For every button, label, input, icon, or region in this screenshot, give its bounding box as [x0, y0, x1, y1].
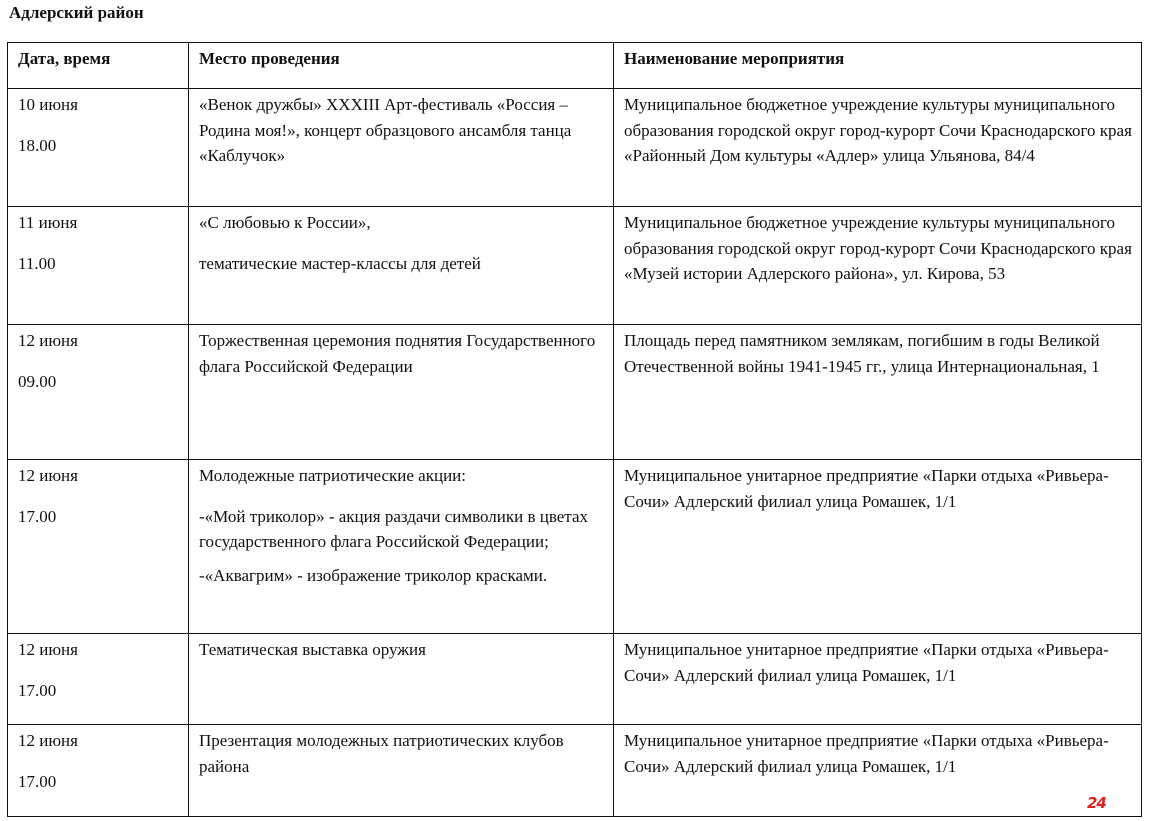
place-text: Презентация молодежных патриотических клубов района: [199, 731, 564, 776]
event-time: 17.00: [18, 680, 57, 700]
event-time: 17.00: [18, 506, 57, 526]
cell-date-time: [8, 460, 189, 634]
cell-venue: Муниципальное бюджетное учреждение культуры муниципального образования городской округ город-курорт Сочи Краснодарского края «Музей истории Адлерского района», ул. Кирова, 53: [614, 207, 1142, 325]
event-date: 10 июня: [18, 95, 78, 114]
table-row: [8, 89, 1142, 207]
place-text: -«Мой триколор» - акция раздачи символики в цветах государственного флага Российской Федерации;: [199, 506, 588, 551]
event-date: 12 июня: [18, 331, 78, 350]
place-text: Тематическая выставка оружия: [199, 640, 426, 659]
events-table: [7, 42, 1142, 817]
cell-venue: Площадь перед памятником землякам, погибшим в годы Великой Отечественной войны 1941-1945 гг., улица Интернациональная, 1: [614, 325, 1142, 460]
table-row: [8, 460, 1142, 634]
event-time: 17.00: [18, 771, 57, 791]
district-title: Адлерский район: [9, 3, 144, 22]
place-text: «С любовью к России»,: [199, 213, 371, 232]
table-row: [8, 725, 1142, 817]
watermark-logo: 24: [1087, 794, 1106, 812]
event-time: 09.00: [18, 371, 57, 391]
event-date: 12 июня: [18, 731, 78, 750]
place-text: Молодежные патриотические акции:: [199, 466, 466, 485]
header-date-time: Дата, время: [8, 43, 189, 89]
cell-date-time: [8, 634, 189, 725]
place-text: «Венок дружбы» XXXIII Арт-фестиваль «Россия – Родина моя!», концерт образцового ансамбля танца «Каблучок»: [199, 95, 572, 165]
event-time: 18.00: [18, 135, 57, 155]
cell-place: [189, 89, 614, 207]
cell-date-time: [8, 725, 189, 817]
place-text: Торжественная церемония поднятия Государственного флага Российской Федерации: [199, 331, 596, 376]
event-date: 11 июня: [18, 213, 78, 232]
cell-place: [189, 325, 614, 460]
cell-date-time: [8, 325, 189, 460]
cell-venue: Муниципальное бюджетное учреждение культуры муниципального образования городской округ город-курорт Сочи Краснодарского края «Районный Дом культуры «Адлер» улица Ульянова, 84/4: [614, 89, 1142, 207]
event-date: 12 июня: [18, 466, 78, 485]
place-text: -«Аквагрим» - изображение триколор красками.: [199, 565, 548, 585]
cell-venue: Муниципальное унитарное предприятие «Парки отдыха «Ривьера-Сочи» Адлерский филиал улица Ромашек, 1/1: [614, 634, 1142, 725]
event-time: 11.00: [18, 253, 56, 273]
cell-venue: Муниципальное унитарное предприятие «Парки отдыха «Ривьера-Сочи» Адлерский филиал улица Ромашек, 1/1: [614, 460, 1142, 634]
cell-date-time: [8, 207, 189, 325]
table-header-row: [8, 43, 1142, 89]
place-text: тематические мастер-классы для детей: [199, 253, 481, 273]
cell-place: [189, 725, 614, 817]
table-row: [8, 207, 1142, 325]
header-place: Место проведения: [189, 43, 614, 89]
table-row: [8, 634, 1142, 725]
cell-date-time: [8, 89, 189, 207]
table-row: [8, 325, 1142, 460]
header-event-name: Наименование мероприятия: [614, 43, 1142, 89]
cell-place: [189, 460, 614, 634]
event-date: 12 июня: [18, 640, 78, 659]
cell-place: [189, 634, 614, 725]
cell-place: [189, 207, 614, 325]
cell-venue: Муниципальное унитарное предприятие «Парки отдыха «Ривьера-Сочи» Адлерский филиал улица Ромашек, 1/1: [614, 725, 1142, 817]
